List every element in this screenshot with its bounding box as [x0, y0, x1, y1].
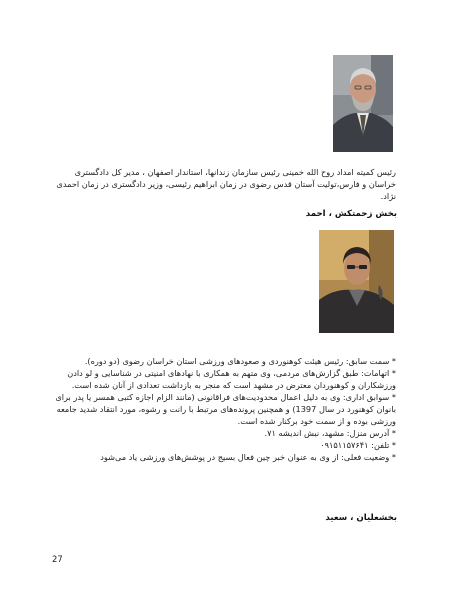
detail-former-position: * سمت سابق: رئیس هیئت کوهنوردی و صعودهای ورزشی استان خراسان رضوی (دو دوره). [84, 356, 396, 366]
page-number: 27 [52, 554, 63, 564]
detail-home-address: * آدرس منزل: مشهد، نبش اندیشه ۷۱. [264, 428, 396, 438]
detail-current-status: * وضعیت فعلی: از وی به عنوان خبر چین فعال بسیج در پوشش‌های ورزشی یاد می‌شود [100, 452, 396, 462]
details-list [50, 355, 396, 463]
section-heading-1: بخش زحمتکش ، احمد [305, 209, 397, 219]
detail-phone: * تلفن: ۰۹۱۵۱۱۵۷۶۴۱ [320, 440, 396, 450]
intro-paragraph: رئیس کمیته امداد روح الله خمینی رئیس سازمان زندانها، استاندار اصفهان ، مدیر کل دادگستری خراسان و فارس،تولیت آستان قدس رضوی در زمان ابراهیم رئیسی، وزیر دادگستری در زمان احمدی نژاد. [56, 167, 396, 201]
detail-administrative-record: * سوابق اداری: وی به دلیل اعمال محدودیت‌های فراقانونی (مانند الزام اجازه کتبی همسر یا پدر برای بانوان کوهنورد در سال 1397) و همچنین پرونده‌های مرتبط با رانت و رشوه، مورد انتقاد شدید جامعه ورزشی بوده و از سمت خود برکنار شده است. [55, 392, 396, 426]
portrait-photo-official-image [333, 55, 393, 152]
detail-accusations: * اتهامات: طبق گزارش‌های مردمی، وی متهم به همکاری با نهادهای امنیتی در شناسایی و لو دادن ورزشکاران و کوهنوردان معترض در مشهد است که منجر به بازداشت تعدادی از آنان شده است. [67, 368, 396, 390]
portrait-photo-official [333, 55, 393, 152]
section-heading-2: بخشعلیان ، سعید [325, 513, 397, 523]
portrait-photo-ahmad [319, 230, 394, 333]
portrait-photo-ahmad-image [319, 230, 394, 333]
